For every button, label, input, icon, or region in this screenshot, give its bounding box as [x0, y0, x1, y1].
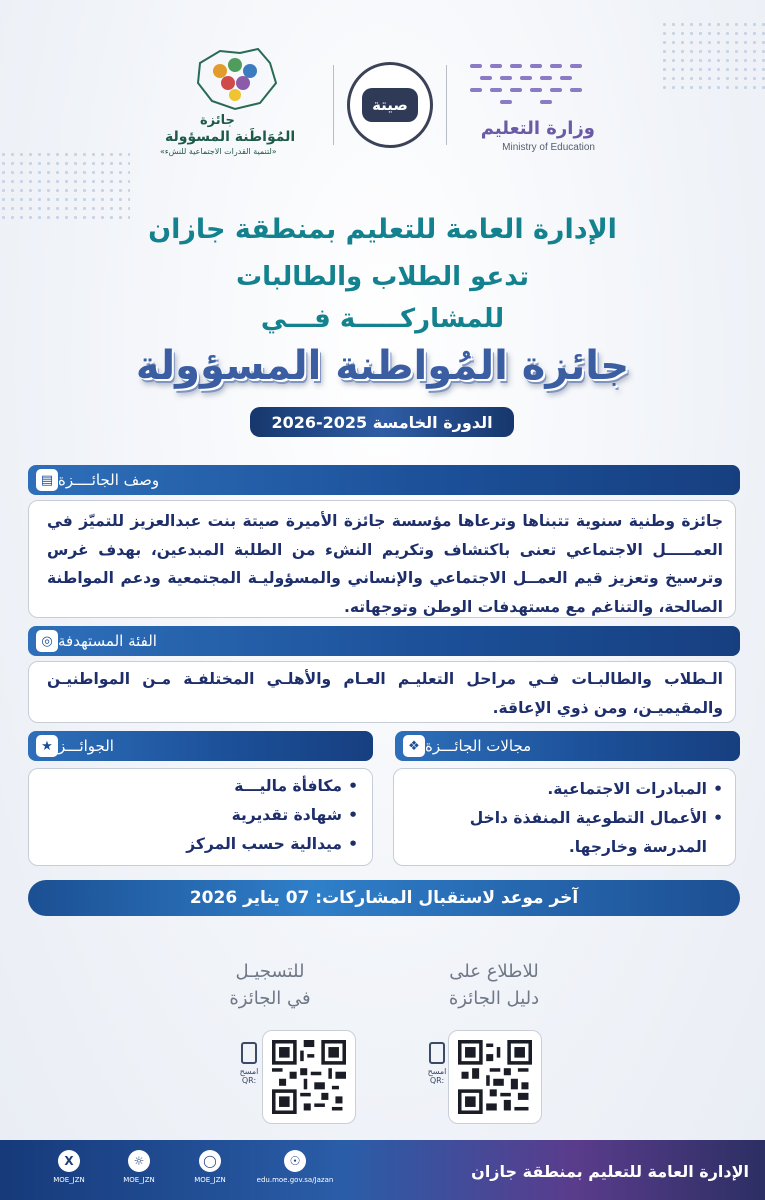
fields-list: [406, 775, 723, 862]
target-heading: الفئة المستهدفة: [58, 632, 157, 650]
fields-icon: ❖: [403, 735, 425, 757]
description-section-bar: [28, 465, 740, 495]
website-link[interactable]: [240, 1150, 350, 1184]
prizes-heading: الجوائـــز: [58, 737, 114, 755]
website-url: edu.moe.gov.sa/Jazan: [256, 1176, 334, 1184]
x-icon: X: [58, 1150, 80, 1172]
scan-label: امسح QR:: [427, 1067, 447, 1085]
award-name-heading: جائزة المُواطنة المسؤولة: [135, 343, 630, 389]
guide-label-line1: للاطلاع على: [449, 961, 539, 982]
award-logo-icon: [180, 43, 290, 113]
guide-qr-code[interactable]: [448, 1030, 542, 1124]
description-box: [28, 500, 736, 618]
header-logos: [150, 40, 610, 170]
title-line2: تدعو الطلاب والطالبات: [235, 262, 529, 292]
register-qr-code[interactable]: [262, 1030, 356, 1124]
qr-code-icon: [272, 1040, 346, 1114]
x-handle: MOE_JZN: [53, 1176, 85, 1184]
target-icon: ◎: [36, 630, 58, 652]
scan-label: امسح QR:: [239, 1067, 259, 1085]
register-label-line1: للتسجيـل: [235, 961, 305, 982]
target-box: [28, 661, 736, 723]
snapchat-link[interactable]: [114, 1150, 164, 1184]
prizes-section-bar: [28, 731, 373, 761]
target-text: الـطلاب والطالبـات فـي مراحل التعليـم العـام والأهلـي المختلفـة مـن المواطنيـن والمقيميـن، ومن ذوي الإعاقة.: [47, 670, 723, 717]
description-heading: وصف الجائــــزة: [58, 471, 160, 489]
guide-label-line2: دليل الجائزة: [448, 988, 540, 1009]
snapchat-handle: MOE_JZN: [123, 1176, 155, 1184]
instagram-handle: MOE_JZN: [194, 1176, 226, 1184]
award-logo-title-line1: جائزة: [200, 112, 235, 128]
ministry-logo: [460, 50, 610, 160]
fields-item: • الأعمال التطوعية المنفذة داخل المدرسة وخارجها.: [406, 804, 723, 862]
decorative-dots: [660, 20, 765, 90]
fields-box: [393, 768, 736, 866]
foundation-seal-text: صيتة: [362, 88, 418, 122]
register-scan-hint: [236, 1042, 262, 1085]
title-line1: الإدارة العامة للتعليم بمنطقة جازان: [148, 214, 617, 245]
phone-icon: [429, 1042, 445, 1064]
deadline-banner: [28, 880, 740, 916]
guide-scan-hint: [424, 1042, 450, 1085]
x-link[interactable]: [44, 1150, 94, 1184]
register-qr-label: [190, 958, 350, 1012]
prize-icon: ★: [36, 735, 58, 757]
deadline-text: آخر موعد لاستقبال المشاركات: 07 يناير 2026: [189, 888, 579, 908]
prizes-list: [43, 772, 358, 859]
award-logo-tagline: «لتنمية القدرات الاجتماعية للنشء»: [160, 146, 277, 156]
fields-item: • المبادرات الاجتماعية.: [406, 775, 723, 804]
fields-heading: مجالات الجائـــزة: [425, 737, 532, 755]
foundation-seal: [347, 62, 433, 148]
phone-icon: [241, 1042, 257, 1064]
logo-divider: [333, 65, 334, 145]
snapchat-icon: ☼: [128, 1150, 150, 1172]
prizes-item: • شهادة تقديرية: [43, 801, 358, 830]
globe-icon: ☉: [284, 1150, 306, 1172]
description-text: جائزة وطنية سنوية تتبناها وترعاها مؤسسة جائزة الأميرة صيتة بنت عبدالعزيز للتميّز في العمـــــل الاجتماعي تعنى باكتشاف وتكريم النشء من الطلبة المبدعين، بهدف غرس وترسيخ وتعزيز قيم العمــل الاجتماعي والإنساني والمسؤوليـة المجتمعية ودعم المواطنة الصالحة، والتناغم مع مستهدفات الوطن وتوجهاته.: [47, 512, 723, 616]
fields-section-bar: [395, 731, 740, 761]
prizes-item: • ميدالية حسب المركز: [43, 830, 358, 859]
title-line3: للمشاركـــــة فـــي: [260, 304, 505, 334]
instagram-link[interactable]: [185, 1150, 235, 1184]
award-logo-title-line2: المُوَاطَنة المسؤولة: [165, 128, 296, 145]
footer: [0, 1140, 765, 1200]
target-section-bar: [28, 626, 740, 656]
instagram-icon: ◯: [199, 1150, 221, 1172]
prizes-box: [28, 768, 373, 866]
award-logo: [150, 43, 320, 168]
logo-divider: [446, 65, 447, 145]
document-icon: ▤: [36, 469, 58, 491]
ministry-logo-icon: [460, 60, 590, 110]
ministry-name-ar: وزارة التعليم: [480, 118, 595, 139]
footer-organization: الإدارة العامة للتعليم بمنطقة جازان: [471, 1162, 749, 1181]
guide-qr-label: [414, 958, 574, 1012]
ministry-name-en: Ministry of Education: [502, 142, 595, 153]
decorative-dots: [0, 150, 130, 220]
qr-code-icon: [458, 1040, 532, 1114]
prizes-item: • مكافأة ماليـــة: [43, 772, 358, 801]
register-label-line2: في الجائزة: [229, 988, 311, 1009]
edition-badge: الدورة الخامسة 2025-2026: [250, 407, 514, 437]
